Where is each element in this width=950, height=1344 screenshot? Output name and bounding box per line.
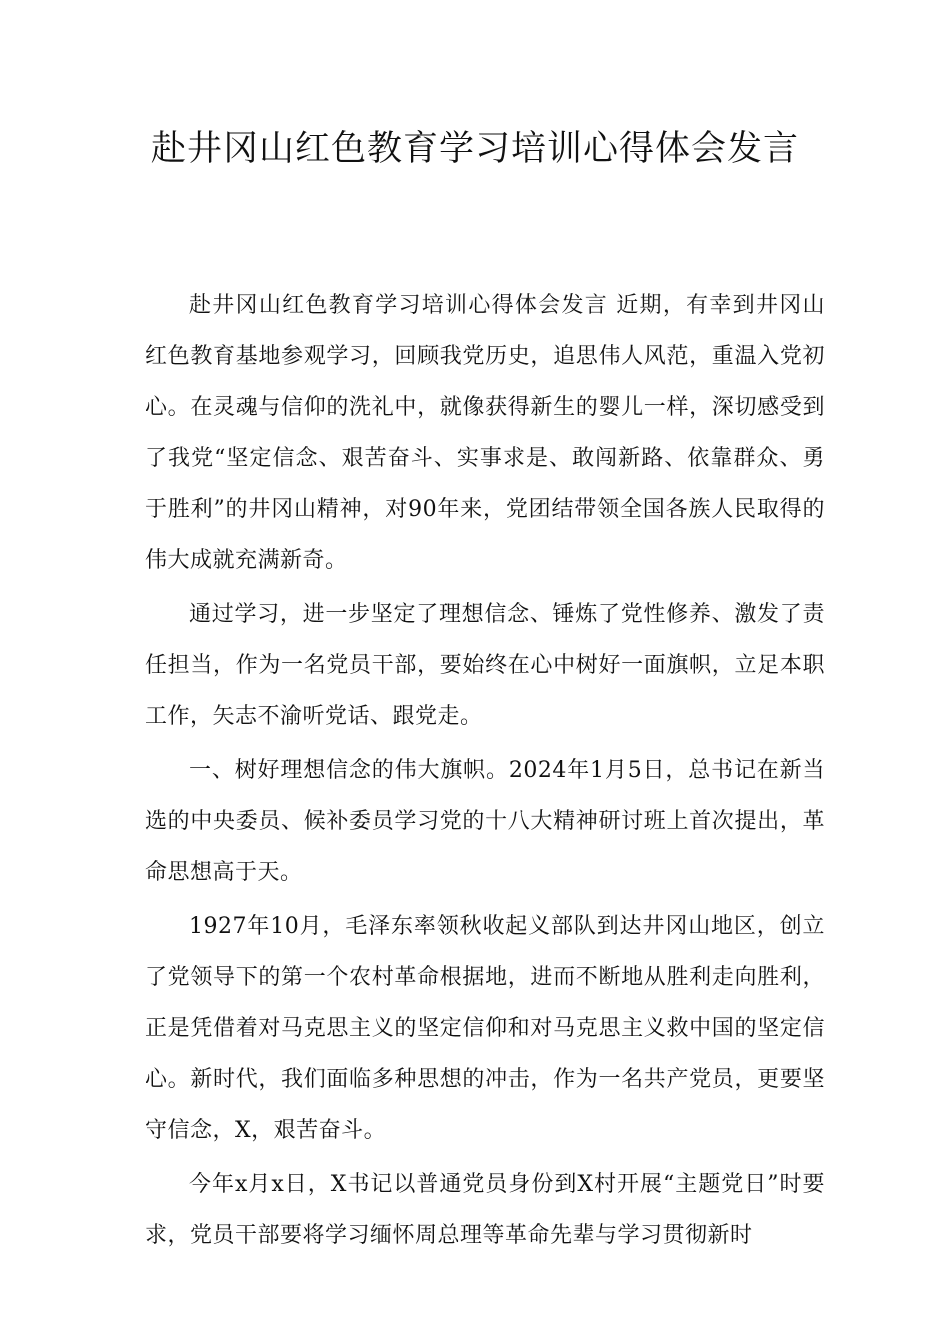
paragraph-party-day: 今年x月x日，X书记以普通党员身份到X村开展“主题党日”时要求，党员干部要将学习缅怀周总理等革命先辈与学习贯彻新时 — [145, 1172, 825, 1248]
paragraph-section-one: 一、树好理想信念的伟大旗帜。2024年1月5日，总书记在新当选的中央委员、候补委员学习党的十八大精神研讨班上首次提出，革命思想高于天。 — [145, 758, 825, 885]
document-body — [145, 280, 825, 1264]
paragraph-study: 通过学习，进一步坚定了理想信念、锤炼了党性修养、激发了责任担当，作为一名党员干部，要始终在心中树好一面旗帜，立足本职工作，矢志不渝听党话、跟党走。 — [145, 602, 825, 729]
paragraph-history: 1927年10月，毛泽东率领秋收起义部队到达井冈山地区，创立了党领导下的第一个农村革命根据地，进而不断地从胜利走向胜利，正是凭借着对马克思主义的坚定信仰和对马克思主义救中国的坚定信心。新时代，我们面临多种思想的冲击，作为一名共产党员，更要坚守信念，X，艰苦奋斗。 — [145, 914, 825, 1143]
paragraph-intro: 赴井冈山红色教育学习培训心得体会发言 近期，有幸到井冈山红色教育基地参观学习，回顾我党历史，追思伟人风范，重温入党初心。在灵魂与信仰的洗礼中，就像获得新生的婴儿一样，深切感受到了我党“坚定信念、艰苦奋斗、实事求是、敢闯新路、依靠群众、勇于胜利”的井冈山精神，对90年来，党团结带领全国各族人民取得的伟大成就充满新奇。 — [145, 293, 825, 573]
document-title: 赴井冈山红色教育学习培训心得体会发言 — [150, 129, 799, 169]
